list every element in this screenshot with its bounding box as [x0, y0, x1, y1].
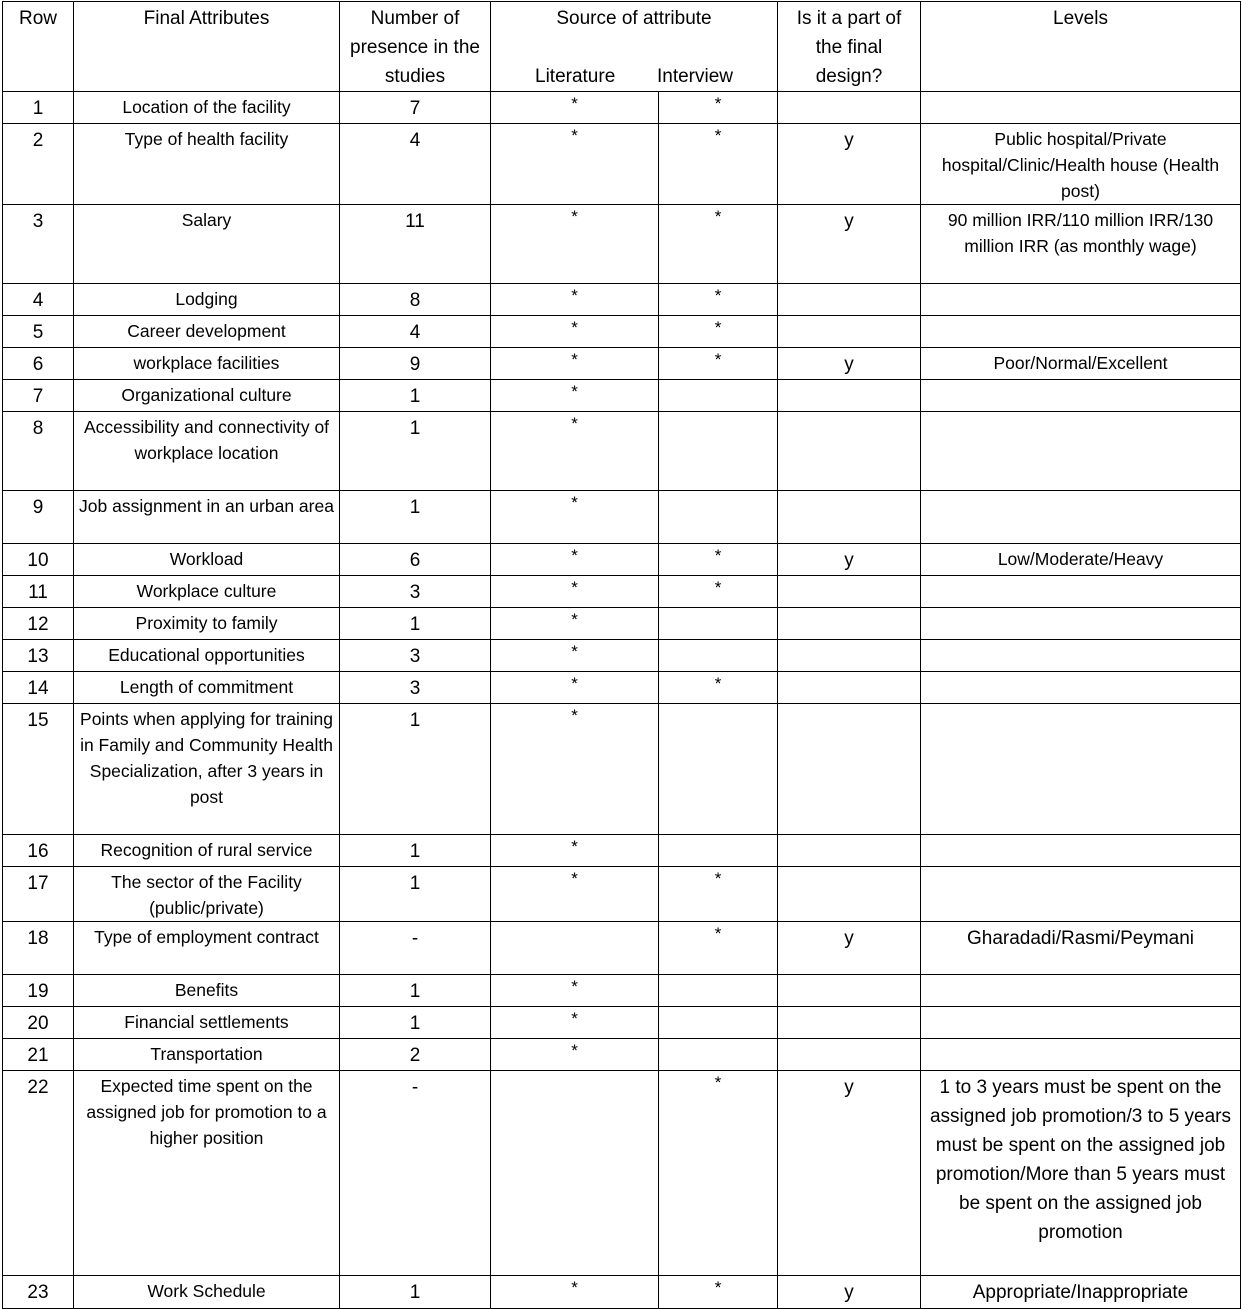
interview-cell: * [659, 205, 778, 284]
presence-count-cell: 7 [340, 92, 491, 124]
literature-cell: * [491, 1039, 659, 1071]
literature-cell: * [491, 1007, 659, 1039]
literature-cell: * [491, 92, 659, 124]
table-row [3, 316, 1241, 348]
presence-count-cell: 3 [340, 640, 491, 672]
row-number-cell: 11 [3, 576, 74, 608]
levels-cell [921, 704, 1241, 835]
levels-cell: Gharadadi/Rasmi/Peymani [921, 922, 1241, 975]
row-number-cell: 23 [3, 1276, 74, 1309]
presence-count-cell: - [340, 922, 491, 975]
final-design-cell [778, 576, 921, 608]
literature-cell: * [491, 704, 659, 835]
literature-cell: * [491, 412, 659, 491]
attribute-cell: Transportation [74, 1039, 340, 1071]
levels-cell [921, 92, 1241, 124]
final-design-cell [778, 704, 921, 835]
row-number-cell: 20 [3, 1007, 74, 1039]
header-levels: Levels [921, 2, 1241, 92]
interview-cell: * [659, 316, 778, 348]
table-row [3, 1039, 1241, 1071]
levels-cell [921, 835, 1241, 867]
levels-cell [921, 608, 1241, 640]
interview-cell [659, 1039, 778, 1071]
table-row [3, 704, 1241, 835]
row-number-cell: 1 [3, 92, 74, 124]
literature-cell: * [491, 491, 659, 544]
attributes-table [2, 1, 1241, 1309]
levels-cell [921, 284, 1241, 316]
attribute-cell: Accessibility and connectivity of workplace location [74, 412, 340, 491]
row-number-cell: 10 [3, 544, 74, 576]
row-number-cell: 18 [3, 922, 74, 975]
final-design-cell [778, 92, 921, 124]
literature-cell [491, 922, 659, 975]
attribute-cell: Salary [74, 205, 340, 284]
row-number-cell: 4 [3, 284, 74, 316]
interview-cell: * [659, 922, 778, 975]
levels-cell [921, 640, 1241, 672]
levels-cell [921, 1039, 1241, 1071]
interview-cell: * [659, 348, 778, 380]
levels-cell [921, 380, 1241, 412]
final-design-cell [778, 608, 921, 640]
interview-cell: * [659, 284, 778, 316]
presence-count-cell: 1 [340, 704, 491, 835]
attribute-cell: Lodging [74, 284, 340, 316]
literature-cell: * [491, 576, 659, 608]
attribute-cell: The sector of the Facility (public/private) [74, 867, 340, 922]
final-design-cell: y [778, 1071, 921, 1276]
interview-cell [659, 704, 778, 835]
levels-cell: 1 to 3 years must be spent on the assigned job promotion/3 to 5 years must be spent on the assigned job promotion/More than 5 years must be spent on the assigned job promotion [921, 1071, 1241, 1276]
final-design-cell: y [778, 922, 921, 975]
final-design-cell [778, 491, 921, 544]
attribute-cell: Benefits [74, 975, 340, 1007]
table-row [3, 1007, 1241, 1039]
row-number-cell: 15 [3, 704, 74, 835]
levels-cell: Low/Moderate/Heavy [921, 544, 1241, 576]
attribute-cell: Type of health facility [74, 124, 340, 205]
interview-cell [659, 608, 778, 640]
interview-cell [659, 412, 778, 491]
row-number-cell: 12 [3, 608, 74, 640]
literature-cell: * [491, 608, 659, 640]
literature-cell: * [491, 124, 659, 205]
final-design-cell [778, 975, 921, 1007]
header-literature: Literature [535, 66, 616, 87]
final-design-cell [778, 640, 921, 672]
table-row [3, 975, 1241, 1007]
literature-cell: * [491, 867, 659, 922]
table-row [3, 867, 1241, 922]
header-number-of-presence: Number of presence in the studies [340, 2, 491, 92]
presence-count-cell: 1 [340, 1007, 491, 1039]
header-source-title: Source of attribute [556, 8, 712, 29]
interview-cell [659, 835, 778, 867]
levels-cell [921, 867, 1241, 922]
presence-count-cell: 6 [340, 544, 491, 576]
literature-cell: * [491, 205, 659, 284]
interview-cell: * [659, 1071, 778, 1276]
presence-count-cell: 1 [340, 608, 491, 640]
presence-count-cell: 9 [340, 348, 491, 380]
attribute-cell: Location of the facility [74, 92, 340, 124]
table-row [3, 672, 1241, 704]
presence-count-cell: 1 [340, 491, 491, 544]
levels-cell [921, 672, 1241, 704]
table-row [3, 640, 1241, 672]
attribute-cell: Work Schedule [74, 1276, 340, 1309]
presence-count-cell: 3 [340, 576, 491, 608]
levels-cell [921, 491, 1241, 544]
final-design-cell [778, 867, 921, 922]
interview-cell [659, 640, 778, 672]
attribute-cell: Educational opportunities [74, 640, 340, 672]
attribute-cell: Organizational culture [74, 380, 340, 412]
table-row [3, 205, 1241, 284]
table-row [3, 92, 1241, 124]
header-final-attributes: Final Attributes [74, 2, 340, 92]
table-row [3, 491, 1241, 544]
presence-count-cell: 11 [340, 205, 491, 284]
final-design-cell [778, 380, 921, 412]
interview-cell: * [659, 1276, 778, 1309]
levels-cell: Public hospital/Private hospital/Clinic/Health house (Health post) [921, 124, 1241, 205]
presence-count-cell: 1 [340, 975, 491, 1007]
row-number-cell: 8 [3, 412, 74, 491]
literature-cell: * [491, 672, 659, 704]
presence-count-cell: 1 [340, 867, 491, 922]
table-row [3, 412, 1241, 491]
presence-count-cell: 8 [340, 284, 491, 316]
table-row [3, 284, 1241, 316]
row-number-cell: 16 [3, 835, 74, 867]
final-design-cell: y [778, 348, 921, 380]
row-number-cell: 14 [3, 672, 74, 704]
attribute-cell: Job assignment in an urban area [74, 491, 340, 544]
row-number-cell: 3 [3, 205, 74, 284]
literature-cell: * [491, 640, 659, 672]
presence-count-cell: 1 [340, 380, 491, 412]
row-number-cell: 5 [3, 316, 74, 348]
row-number-cell: 22 [3, 1071, 74, 1276]
final-design-cell: y [778, 1276, 921, 1309]
presence-count-cell: - [340, 1071, 491, 1276]
attribute-cell: Recognition of rural service [74, 835, 340, 867]
levels-cell [921, 975, 1241, 1007]
levels-cell [921, 412, 1241, 491]
literature-cell: * [491, 1276, 659, 1309]
presence-count-cell: 4 [340, 124, 491, 205]
final-design-cell: y [778, 124, 921, 205]
levels-cell [921, 316, 1241, 348]
presence-count-cell: 2 [340, 1039, 491, 1071]
levels-cell: Appropriate/Inappropriate [921, 1276, 1241, 1309]
levels-cell: 90 million IRR/110 million IRR/130 million IRR (as monthly wage) [921, 205, 1241, 284]
header-interview: Interview [656, 66, 733, 87]
final-design-cell [778, 284, 921, 316]
header-source-of-attribute [491, 2, 778, 92]
interview-cell: * [659, 867, 778, 922]
attribute-cell: Expected time spent on the assigned job for promotion to a higher position [74, 1071, 340, 1276]
header-row-number: Row [3, 2, 74, 92]
attribute-cell: Financial settlements [74, 1007, 340, 1039]
attribute-cell: workplace facilities [74, 348, 340, 380]
row-number-cell: 6 [3, 348, 74, 380]
interview-cell: * [659, 124, 778, 205]
table-row [3, 380, 1241, 412]
attribute-cell: Length of commitment [74, 672, 340, 704]
presence-count-cell: 1 [340, 412, 491, 491]
final-design-cell [778, 412, 921, 491]
interview-cell [659, 380, 778, 412]
table-row [3, 922, 1241, 975]
table-row [3, 576, 1241, 608]
literature-cell: * [491, 316, 659, 348]
table-row [3, 124, 1241, 205]
attribute-cell: Career development [74, 316, 340, 348]
row-number-cell: 17 [3, 867, 74, 922]
header-final-design: Is it a part of the final design? [778, 2, 921, 92]
row-number-cell: 21 [3, 1039, 74, 1071]
attribute-cell: Workplace culture [74, 576, 340, 608]
presence-count-cell: 3 [340, 672, 491, 704]
presence-count-cell: 4 [340, 316, 491, 348]
final-design-cell [778, 316, 921, 348]
row-number-cell: 13 [3, 640, 74, 672]
presence-count-cell: 1 [340, 1276, 491, 1309]
final-design-cell [778, 1039, 921, 1071]
table-row [3, 835, 1241, 867]
interview-cell [659, 491, 778, 544]
final-design-cell [778, 835, 921, 867]
literature-cell: * [491, 835, 659, 867]
interview-cell [659, 975, 778, 1007]
levels-cell: Poor/Normal/Excellent [921, 348, 1241, 380]
presence-count-cell: 1 [340, 835, 491, 867]
table-row [3, 608, 1241, 640]
attribute-cell: Workload [74, 544, 340, 576]
levels-cell [921, 1007, 1241, 1039]
row-number-cell: 9 [3, 491, 74, 544]
final-design-cell: y [778, 544, 921, 576]
literature-cell: * [491, 284, 659, 316]
row-number-cell: 2 [3, 124, 74, 205]
table-row [3, 1071, 1241, 1276]
interview-cell: * [659, 92, 778, 124]
attribute-cell: Proximity to family [74, 608, 340, 640]
final-design-cell: y [778, 205, 921, 284]
literature-cell: * [491, 380, 659, 412]
interview-cell: * [659, 544, 778, 576]
levels-cell [921, 576, 1241, 608]
table-row [3, 348, 1241, 380]
table-row [3, 544, 1241, 576]
interview-cell: * [659, 576, 778, 608]
literature-cell [491, 1071, 659, 1276]
literature-cell: * [491, 975, 659, 1007]
table-row [3, 1276, 1241, 1309]
literature-cell: * [491, 544, 659, 576]
row-number-cell: 7 [3, 380, 74, 412]
header-row [3, 2, 1241, 92]
attribute-cell: Points when applying for training in Family and Community Health Specialization, after 3 years in post [74, 704, 340, 835]
final-design-cell [778, 672, 921, 704]
row-number-cell: 19 [3, 975, 74, 1007]
attribute-cell: Type of employment contract [74, 922, 340, 975]
final-design-cell [778, 1007, 921, 1039]
interview-cell [659, 1007, 778, 1039]
interview-cell: * [659, 672, 778, 704]
literature-cell: * [491, 348, 659, 380]
